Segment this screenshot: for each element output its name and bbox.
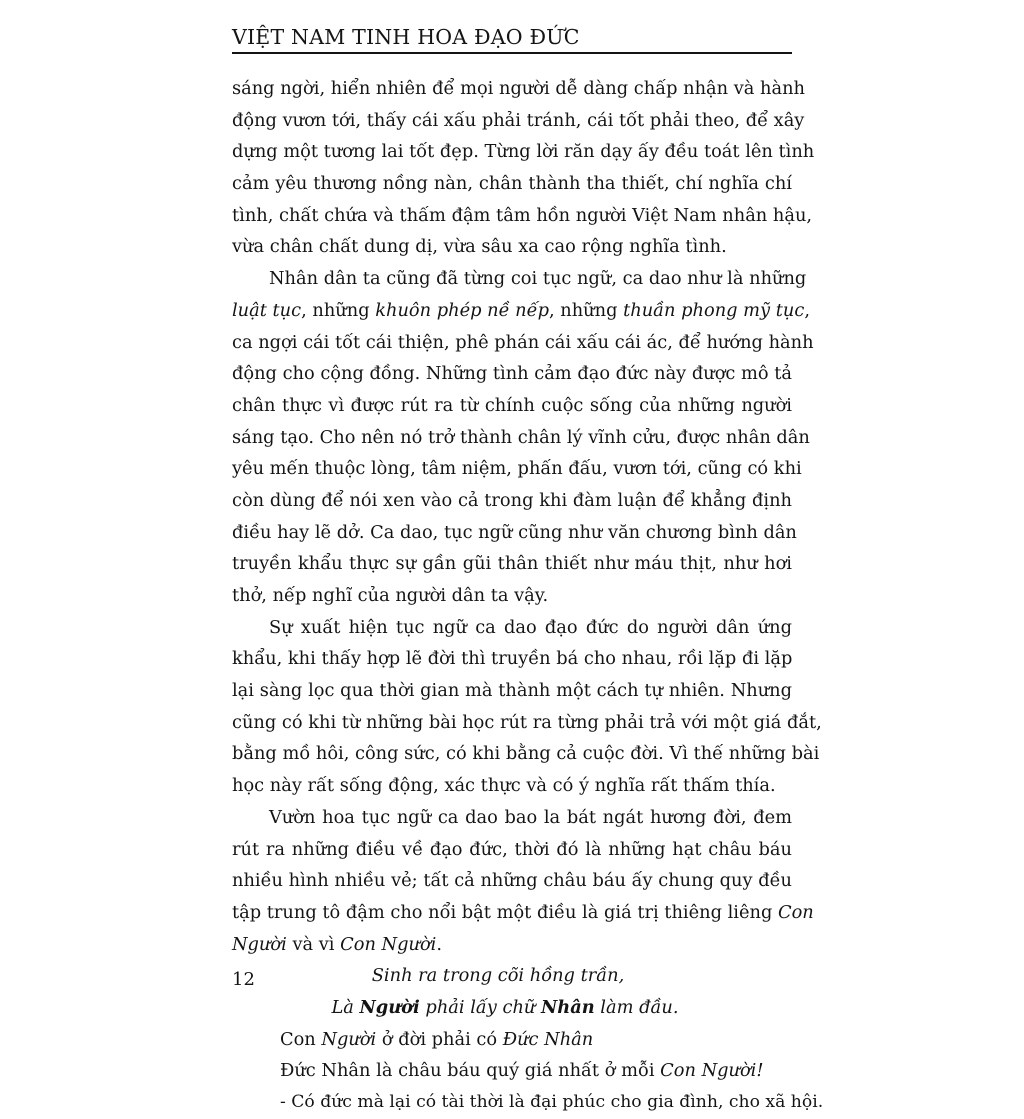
italic-term: thuần phong mỹ tục <box>623 299 805 321</box>
text-line <box>232 1024 792 1056</box>
text-line: sáng tạo. Cho nên nó trở thành chân lý vĩnh cửu, được nhân dân <box>232 426 810 448</box>
verse-text: làm đầu. <box>594 996 679 1018</box>
text-line: yêu mến thuộc lòng, tâm niệm, phấn đấu, vươn tới, cũng có khi <box>232 458 802 480</box>
text-line: lại sàng lọc qua thời gian mà thành một cách tự nhiên. Nhưng <box>232 680 792 702</box>
text-line: bằng mồ hôi, công sức, có khi bằng cả cuộc đời. Vì thế những bài <box>232 743 820 765</box>
text-line: cũng có khi từ những bài học rút ra từng phải trả với một giá đắt, <box>232 711 822 733</box>
text-span: . <box>436 933 442 955</box>
text-line: nhiều hình nhiều vẻ; tất cả những châu báu ấy chung quy đều <box>232 870 792 892</box>
text-span: Đức Nhân là châu báu quý giá nhất ở mỗi <box>280 1060 661 1082</box>
text-line: sáng ngời, hiển nhiên để mọi người dễ dàng chấp nhận và hành <box>232 78 806 99</box>
text-line: vừa chân chất dung dị, vừa sâu xa cao rộng nghĩa tình. <box>232 236 727 258</box>
text-line: Sự xuất hiện tục ngữ ca dao đạo đức do người dân ứng <box>269 616 792 638</box>
text-line: truyền khẩu thực sự gần gũi thân thiết như máu thịt, như hơi <box>232 553 792 575</box>
bold-term: Người <box>359 996 420 1018</box>
italic-term: Con Người! <box>660 1060 764 1082</box>
text-line <box>232 1055 792 1087</box>
bold-term: Nhân <box>541 996 595 1018</box>
header-rule <box>232 52 792 54</box>
italic-term: Người <box>232 933 287 955</box>
text-line: điều hay lẽ dở. Ca dao, tục ngữ cũng như văn chương bình dân <box>232 521 797 543</box>
book-page <box>232 0 824 1112</box>
text-line: khẩu, khi thấy hợp lẽ đời thì truyền bá cho nhau, rồi lặp đi lặp <box>232 648 793 670</box>
verse-text: phải lấy chữ <box>419 996 542 1018</box>
text-line <box>232 295 810 327</box>
text-line: cảm yêu thương nồng nàn, chân thành tha thiết, chí nghĩa chí <box>232 173 792 195</box>
text-span: , <box>804 299 810 321</box>
body-text <box>232 73 824 1119</box>
verse-text: Là <box>331 996 360 1018</box>
text-line: Vườn hoa tục ngữ ca dao bao la bát ngát hương đời, đem <box>269 806 792 828</box>
text-span: ở đời phải có <box>376 1028 503 1050</box>
text-line: tình, chất chứa và thấm đậm tâm hồn người Việt Nam nhân hậu, <box>232 204 813 226</box>
text-line: động cho cộng đồng. Những tình cảm đạo đức này được mô tả <box>232 363 792 385</box>
text-span: Con <box>280 1028 322 1050</box>
text-line: động vươn tới, thấy cái xấu phải tránh, cái tốt phải theo, để xây <box>232 109 805 131</box>
page-number: 12 <box>232 969 255 990</box>
text-line <box>232 929 792 961</box>
verse-line <box>232 992 792 1024</box>
italic-term: Người <box>321 1028 377 1050</box>
text-line: còn dùng để nói xen vào cả trong khi đàm luận để khẳng định <box>232 489 792 511</box>
text-line: rút ra những điều về đạo đức, thời đó là những hạt châu báu <box>232 838 792 860</box>
italic-term: Con <box>777 901 814 923</box>
text-line: dựng một tương lai tốt đẹp. Từng lời răn dạy ấy đều toát lên tình <box>232 141 815 163</box>
verse-line <box>232 960 792 992</box>
text-line: ca ngợi cái tốt cái thiện, phê phán cái xấu cái ác, để hướng hành <box>232 331 814 353</box>
italic-term: Đức Nhân <box>502 1028 594 1050</box>
text-span: , những <box>548 299 624 321</box>
text-line: học này rất sống động, xác thực và có ý nghĩa rất thấm thía. <box>232 775 776 797</box>
italic-term: khuôn phép nề nếp <box>375 299 549 321</box>
text-span: tập trung tô đậm cho nổi bật một điều là giá trị thiêng liêng <box>232 901 778 923</box>
verse-text: Sinh ra trong cõi hồng trần, <box>371 965 625 987</box>
text-line: chân thực vì được rút ra từ chính cuộc sống của những người <box>232 394 792 416</box>
text-line: thở, nếp nghĩ của người dân ta vậy. <box>232 585 549 606</box>
verse-bold-term <box>541 997 595 1018</box>
text-line <box>232 897 814 929</box>
text-span: , những <box>301 299 376 321</box>
italic-term: Con Người <box>340 933 437 955</box>
running-header: VIỆT NAM TINH HOA ĐẠO ĐỨC <box>232 25 580 49</box>
italic-term: luật tục <box>232 299 302 321</box>
text-span: và vì <box>286 933 341 955</box>
text-line: - Có đức mà lại có tài thời là đại phúc cho gia đình, cho xã hội. <box>280 1092 824 1112</box>
text-line: Nhân dân ta cũng đã từng coi tục ngữ, ca dao như là những <box>269 268 807 290</box>
verse-bold-term <box>360 997 420 1018</box>
